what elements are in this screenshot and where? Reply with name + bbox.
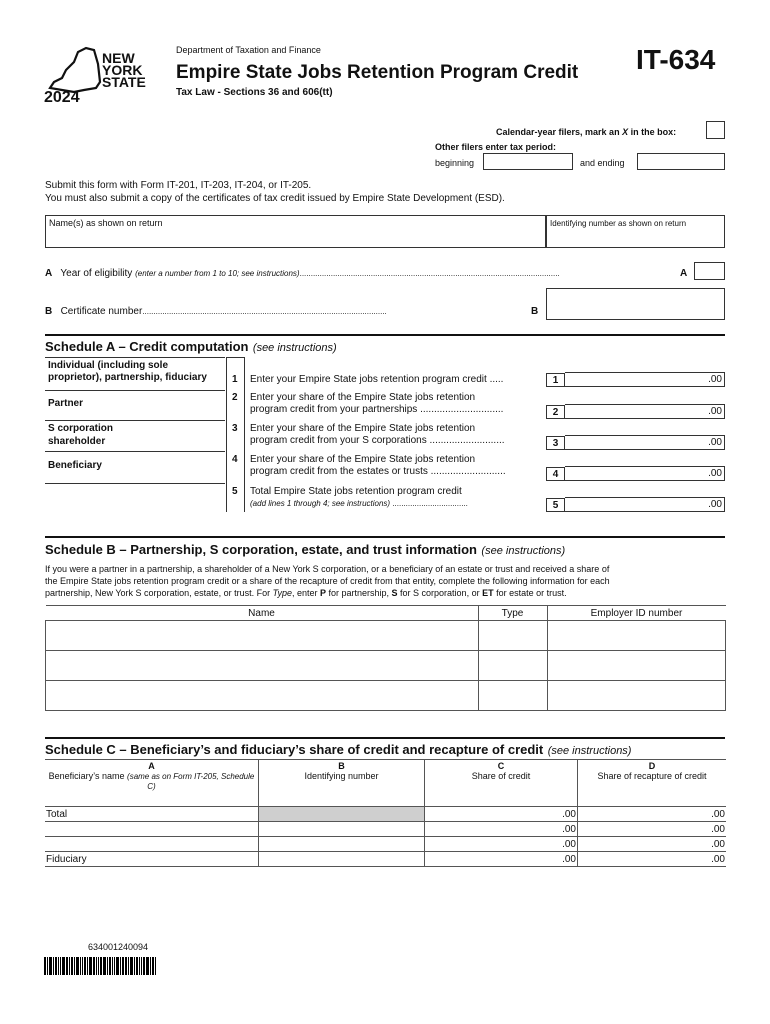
category-individual: Individual (including sole proprietor), partnership, fiduciary	[48, 360, 207, 383]
logo-line2: YORK	[102, 62, 143, 78]
type-cell[interactable]	[478, 681, 547, 711]
share-credit-cell[interactable]: .00	[425, 822, 578, 837]
identifying-number-cell[interactable]	[259, 852, 425, 867]
calendar-year-label: Calendar-year filers, mark an X in the box:	[496, 127, 677, 137]
share-credit-cell[interactable]: .00	[425, 807, 578, 822]
schedule-c-title: Schedule C – Beneficiary’s and fiduciary’s share of credit and recapture of credit (see instructions)	[45, 742, 632, 757]
certificate-number-field[interactable]	[546, 288, 725, 320]
ending-label: and ending	[580, 158, 625, 168]
fiduciary-label: Fiduciary	[45, 852, 259, 867]
schedule-a-categories	[45, 357, 225, 512]
table-row	[46, 651, 726, 681]
table-row	[46, 681, 726, 711]
share-recapture-cell[interactable]: .00	[578, 852, 727, 867]
col-type-header: Type	[478, 606, 547, 621]
line-1-row: 1 Enter your Empire State jobs retention program credit .....	[232, 374, 504, 385]
schedule-b-table	[45, 605, 726, 711]
line-b: B Certificate number..............................................................................................................	[45, 306, 387, 317]
instruction-line-1: Submit this form with Form IT-201, IT-203, IT-204, or IT-205.	[45, 180, 312, 191]
name-cell[interactable]	[46, 681, 479, 711]
table-row	[45, 837, 726, 852]
category-s-corp: S corporation shareholder	[48, 423, 114, 447]
schedule-a-rule	[45, 334, 725, 336]
schedule-c-rule	[45, 737, 725, 739]
form-number: IT-634	[636, 44, 716, 75]
line-5-amount[interactable]: .00	[565, 497, 725, 512]
line-2-amount[interactable]: .00	[565, 404, 725, 419]
col-a-header: A Beneficiary’s name (same as on Form IT-205, Schedule C)	[45, 760, 259, 807]
names-field[interactable]	[45, 215, 546, 248]
share-credit-cell[interactable]: .00	[425, 837, 578, 852]
calendar-year-checkbox[interactable]	[706, 121, 725, 139]
name-cell[interactable]	[46, 651, 479, 681]
beneficiary-name-cell[interactable]	[45, 822, 259, 837]
table-row-fiduciary	[45, 852, 726, 867]
line-a: A Year of eligibility (enter a number from 1 to 10; see instructions).....................................................................................................................	[45, 268, 560, 279]
category-beneficiary: Beneficiary	[48, 460, 102, 471]
type-cell[interactable]	[478, 621, 547, 651]
share-recapture-cell[interactable]: .00	[578, 837, 727, 852]
instruction-line-2: You must also submit a copy of the certificates of tax credit issued by Empire State Development (ESD).	[45, 193, 505, 204]
line-5-box: 5	[546, 498, 565, 512]
line-4-box: 4	[546, 467, 565, 481]
logo-line3: STATE	[102, 74, 146, 90]
col-c-header: C Share of credit	[425, 760, 578, 807]
identifying-number-cell[interactable]	[259, 822, 425, 837]
share-recapture-cell[interactable]: .00	[578, 807, 727, 822]
line-3-box: 3	[546, 436, 565, 450]
name-cell[interactable]	[46, 621, 479, 651]
schedule-b-title: Schedule B – Partnership, S corporation, estate, and trust information (see instructions)	[45, 542, 566, 557]
period-ending-field[interactable]	[637, 153, 725, 170]
line-3-amount[interactable]: .00	[565, 435, 725, 450]
table-row	[46, 621, 726, 651]
category-partner: Partner	[48, 398, 84, 409]
nys-logo	[44, 42, 154, 112]
line-2-box: 2	[546, 405, 565, 419]
table-row	[45, 822, 726, 837]
form-subtitle: Tax Law - Sections 36 and 606(tt)	[176, 87, 333, 98]
form-title: Empire State Jobs Retention Program Credit	[176, 62, 579, 83]
identifying-number-label: Identifying number as shown on return	[550, 219, 687, 228]
col-d-header: D Share of recapture of credit	[578, 760, 727, 807]
col-b-header: B Identifying number	[259, 760, 425, 807]
col-name-header: Name	[46, 606, 479, 621]
identifying-number-cell[interactable]	[259, 837, 425, 852]
line-1-box: 1	[546, 373, 565, 387]
share-credit-cell[interactable]: .00	[425, 852, 578, 867]
barcode-number: 634001240094	[88, 942, 149, 952]
line-b-code: B	[531, 306, 539, 317]
period-beginning-field[interactable]	[483, 153, 573, 170]
schedule-c-table	[45, 759, 726, 867]
line-4-amount[interactable]: .00	[565, 466, 725, 481]
beneficiary-name-cell[interactable]	[45, 837, 259, 852]
names-label: Name(s) as shown on return	[49, 218, 163, 228]
total-label: Total	[45, 807, 259, 822]
col-ein-header: Employer ID number	[547, 606, 726, 621]
type-cell[interactable]	[478, 651, 547, 681]
identifying-number-field[interactable]	[546, 215, 725, 248]
form-year: 2024	[44, 89, 80, 106]
ein-cell[interactable]	[547, 651, 726, 681]
share-recapture-cell[interactable]: .00	[578, 822, 727, 837]
ein-cell[interactable]	[547, 681, 726, 711]
logo-line1: NEW	[102, 50, 135, 66]
department-name: Department of Taxation and Finance	[176, 45, 321, 55]
line-1-amount[interactable]: .00	[565, 372, 725, 387]
ein-cell[interactable]	[547, 621, 726, 651]
shaded-cell	[259, 807, 425, 822]
other-filers-label: Other filers enter tax period:	[435, 142, 557, 152]
line-1-text: Enter your Empire State jobs retention program credit .....	[250, 374, 504, 385]
schedule-b-rule	[45, 536, 725, 538]
schedule-a-title: Schedule A – Credit computation (see instructions)	[45, 339, 337, 354]
year-of-eligibility-field[interactable]	[694, 262, 725, 280]
line-a-code: A	[680, 268, 688, 279]
beginning-label: beginning	[435, 158, 475, 168]
barcode-icon	[44, 957, 194, 977]
schedule-b-instructions: If you were a partner in a partnership, a shareholder of a New York S corporation, or a beneficiary of an estate or trust and received a share of the Empire State jobs retention program credit or a share of the recapture of credit from that entity, complete the following information for each partnership, New York S corporation, estate, or trust. For Type, enter P for partnership, S for S corporation, or ET for estate or trust.	[45, 564, 610, 598]
table-row-total	[45, 807, 726, 822]
